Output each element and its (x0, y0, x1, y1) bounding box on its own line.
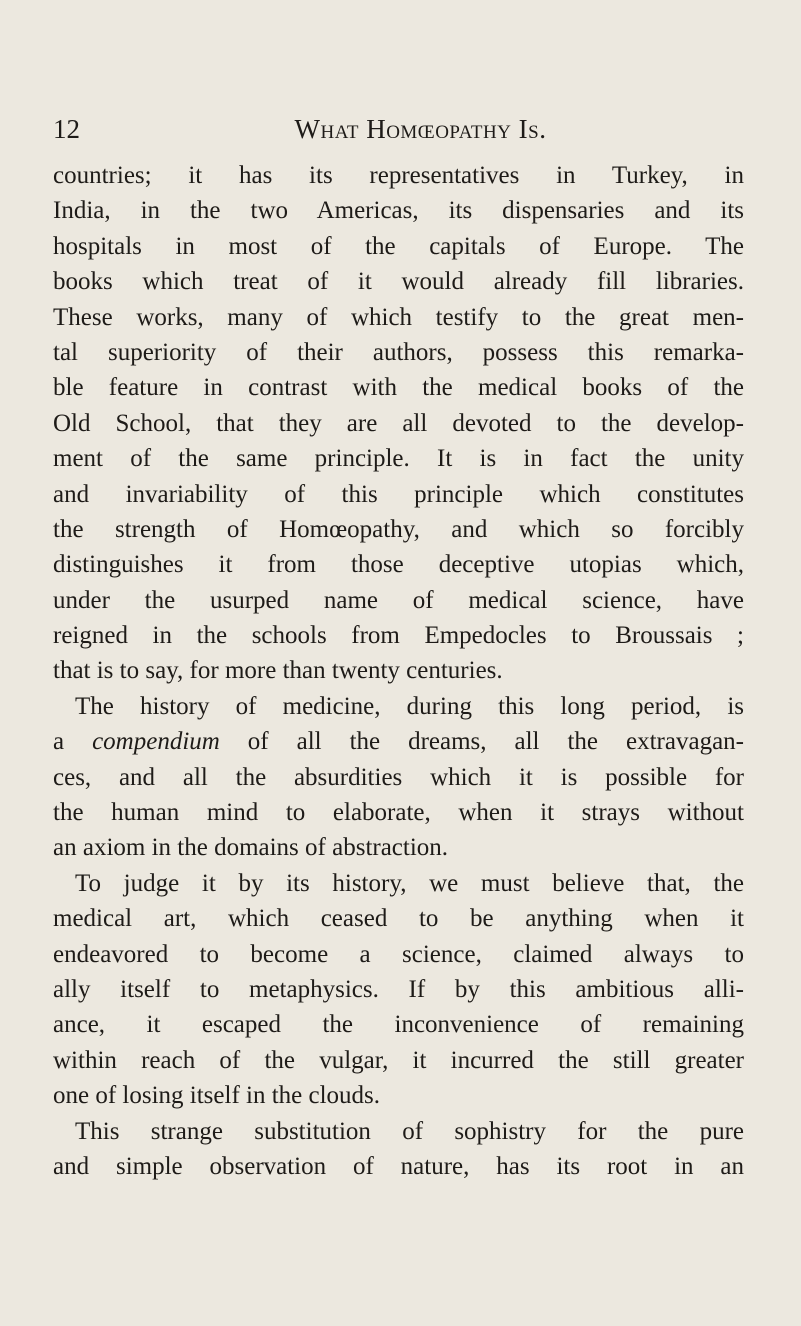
text-line: The history of medicine, during this long period, is (75, 692, 744, 720)
running-title: What Homœopathy Is. (294, 114, 547, 144)
text-fragment: of all the dreams, all the extravagan- (219, 728, 744, 756)
text-line: and invariability of this principle which constitutes (53, 480, 744, 508)
text-line: one of losing itself in the clouds. (53, 1082, 381, 1110)
italic-term: compendium (92, 728, 220, 756)
text-line: tal superiority of their authors, possess this remarka- (53, 338, 744, 366)
text-line: India, in the two Americas, its dispensaries and its (53, 197, 744, 225)
text-line: endeavored to become a science, claimed always to (53, 940, 744, 968)
text-line: books which treat of it would already fill libraries. (53, 268, 744, 296)
text-line: that is to say, for more than twenty centuries. (53, 657, 503, 685)
text-line: distinguishes it from those deceptive utopias which, (53, 551, 744, 579)
text-line: These works, many of which testify to the great men- (53, 303, 744, 331)
text-line: the human mind to elaborate, when it strays without (53, 799, 744, 827)
page-header (53, 108, 744, 150)
text-line: within reach of the vulgar, it incurred the still greater (53, 1046, 744, 1074)
text-line: the strength of Homœopathy, and which so forcibly (53, 515, 744, 543)
text-line: ces, and all the absurdities which it is possible for (53, 763, 744, 791)
text-line: hospitals in most of the capitals of Europe. The (53, 232, 744, 260)
text-line: under the usurped name of medical science, have (53, 586, 744, 614)
text-line: This strange substitution of sophistry for the pure (75, 1117, 744, 1145)
text-line: To judge it by its history, we must believe that, the (75, 869, 744, 897)
page-number: 12 (53, 114, 80, 144)
text-line: countries; it has its representatives in Turkey, in (53, 162, 744, 189)
text-line: ance, it escaped the inconvenience of remaining (53, 1011, 744, 1039)
text-line: ally itself to metaphysics. If by this ambitious alli- (53, 975, 744, 1003)
text-line: ment of the same principle. It is in fact the unity (53, 445, 744, 473)
text-line: ble feature in contrast with the medical books of the (53, 374, 744, 402)
text-line: reigned in the schools from Empedocles to Broussais ; (53, 622, 744, 650)
text-line: medical art, which ceased to be anything when it (53, 905, 744, 933)
text-line: Old School, that they are all devoted to the develop- (53, 409, 744, 437)
text-line-with-italic (53, 724, 744, 759)
body-text (53, 158, 744, 1184)
text-line: and simple observation of nature, has its root in an (53, 1152, 744, 1180)
text-fragment: a (53, 728, 93, 756)
text-line: an axiom in the domains of abstraction. (53, 834, 449, 862)
